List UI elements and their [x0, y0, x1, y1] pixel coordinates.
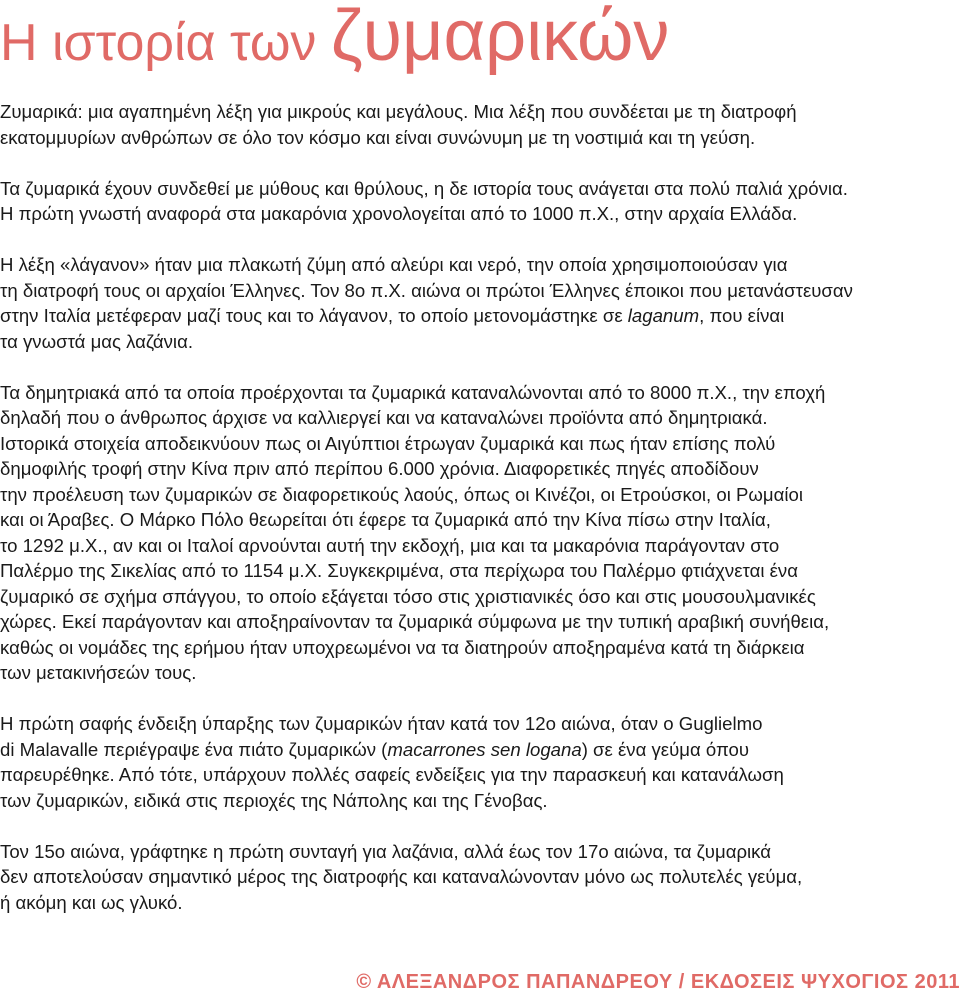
- text-line-mixed: [0, 737, 958, 763]
- article-body: [0, 99, 958, 941]
- text-line: χώρες. Εκεί παράγονταν και αποξηραίνονταν τα ζυμαρικά σύμφωνα με την τυπική αραβική συνήθεια,: [0, 611, 830, 632]
- text-line: το 1292 μ.Χ., αν και οι Ιταλοί αρνούνται αυτή την εκδοχή, μια και τα μακαρόνια παράγονταν στο: [0, 534, 780, 556]
- page-title-main: Η ιστορία των: [0, 14, 331, 72]
- text-line: εκατομμυρίων ανθρώπων σε όλο τον κόσμο και είναι συνώνυμη με τη νοστιμιά και τη γεύση.: [0, 126, 756, 148]
- paragraph-intro: [0, 99, 958, 150]
- text-line: Ζυμαρικά: μια αγαπημένη λέξη για μικρούς και μεγάλους. Μια λέξη που συνδέεται με τη διατροφή: [0, 101, 797, 122]
- paragraph-12th-century: [0, 711, 958, 813]
- text-line: και οι Άραβες. Ο Μάρκο Πόλο θεωρείται ότι έφερε τα ζυμαρικά από την Κίνα πίσω στην Ιταλία,: [0, 509, 771, 530]
- text-segment: , που είναι: [699, 305, 785, 326]
- text-line: Η πρώτη γνωστή αναφορά στα μακαρόνια χρονολογείται από το 1000 π.Χ., στην αρχαία Ελλάδα.: [0, 203, 798, 224]
- italic-term: laganum: [627, 305, 700, 326]
- text-line-mixed: [0, 303, 958, 329]
- paragraph-laganon: [0, 252, 958, 354]
- page-title-emphasis: ζυμαρικών: [330, 0, 670, 76]
- text-line: Η λέξη «λάγανον» ήταν μια πλακωτή ζύμη από αλεύρι και νερό, την οποία χρησιμοποιούσαν για: [0, 254, 788, 275]
- text-line: δεν αποτελούσαν σημαντικό μέρος της διατροφής και καταναλώνονταν μόνο ως πολυτελές γεύμα,: [0, 866, 803, 887]
- text-segment: di Malavalle περιέγραψε ένα πιάτο ζυμαρικών (: [0, 738, 388, 760]
- text-line: Τα ζυμαρικά έχουν συνδεθεί με μύθους και θρύλους, η δε ιστορία τους ανάγεται στα πολύ παλιά χρόνια.: [0, 177, 848, 199]
- text-line: ή ακόμη και ως γλυκό.: [0, 891, 183, 913]
- paragraph-myths: [0, 176, 958, 227]
- text-line: δημοφιλής τροφή στην Κίνα πριν από περίπου 6.000 χρόνια. Διαφορετικές πηγές αποδίδουν: [0, 458, 759, 479]
- paragraph-lasagna: [0, 839, 958, 916]
- paragraph-grains: [0, 380, 958, 686]
- italic-term: macarrones sen logana: [387, 738, 582, 760]
- text-line: παρευρέθηκε. Από τότε, υπάρχουν πολλές σαφείς ενδείξεις για την παρασκευή και κατανάλωση: [0, 764, 784, 785]
- text-line: τη διατροφή τους οι αρχαίοι Έλληνες. Τον 8ο π.Χ. αιώνα οι πρώτοι Έλληνες έποικοι που μετανάστευσαν: [0, 279, 853, 301]
- page-title: [0, 0, 670, 76]
- text-line: Ιστορικά στοιχεία αποδεικνύουν πως οι Αιγύπτιοι έτρωγαν ζυμαρικά και πως ήταν επίσης πολύ: [0, 432, 776, 454]
- text-segment: στην Ιταλία μετέφεραν μαζί τους και το λάγανον, το οποίο μετονομάστηκε σε: [0, 305, 628, 326]
- text-line: των μετακινήσεών τους.: [0, 662, 197, 683]
- text-line: Παλέρμο της Σικελίας από το 1154 μ.Χ. Συγκεκριμένα, στα περίχωρα του Παλέρμο φτιάχνεται ένα: [0, 560, 798, 581]
- text-line: καθώς οι νομάδες της ερήμου ήταν υποχρεωμένοι να τα διατηρούν αποξηραμένα κατά τη διάρκεια: [0, 636, 805, 658]
- text-segment: ) σε ένα γεύμα όπου: [581, 738, 750, 760]
- text-line: Τον 15ο αιώνα, γράφτηκε η πρώτη συνταγή για λαζάνια, αλλά έως τον 17ο αιώνα, τα ζυμαρικά: [0, 840, 771, 862]
- text-line: την προέλευση των ζυμαρικών σε διαφορετικούς λαούς, όπως οι Κινέζοι, οι Ετρούσκοι, οι Ρωμαίοι: [0, 483, 803, 505]
- text-line: τα γνωστά μας λαζάνια.: [0, 330, 193, 352]
- text-line: Τα δημητριακά από τα οποία προέρχονται τα ζυμαρικά καταναλώνονται από το 8000 π.Χ., την εποχή: [0, 381, 826, 403]
- text-line: Η πρώτη σαφής ένδειξη ύπαρξης των ζυμαρικών ήταν κατά τον 12ο αιώνα, όταν ο Guglielmo: [0, 713, 763, 734]
- text-line: ζυμαρικό σε σχήμα σπάγγου, το οποίο εξάγεται τόσο στις χριστιανικές όσο και στις μουσουλμανικές: [0, 585, 816, 607]
- copyright-footer: © ΑΛΕΞΑΝΔΡΟΣ ΠΑΠΑΝΔΡΕΟΥ / ΕΚΔΟΣΕΙΣ ΨΥΧΟΓΙΟΣ 2011: [356, 971, 960, 993]
- text-line: δηλαδή που ο άνθρωπος άρχισε να καλλιεργεί και να καταναλώνει προϊόντα από δημητριακά.: [0, 407, 768, 428]
- text-line: των ζυμαρικών, ειδικά στις περιοχές της Νάπολης και της Γένοβας.: [0, 789, 548, 811]
